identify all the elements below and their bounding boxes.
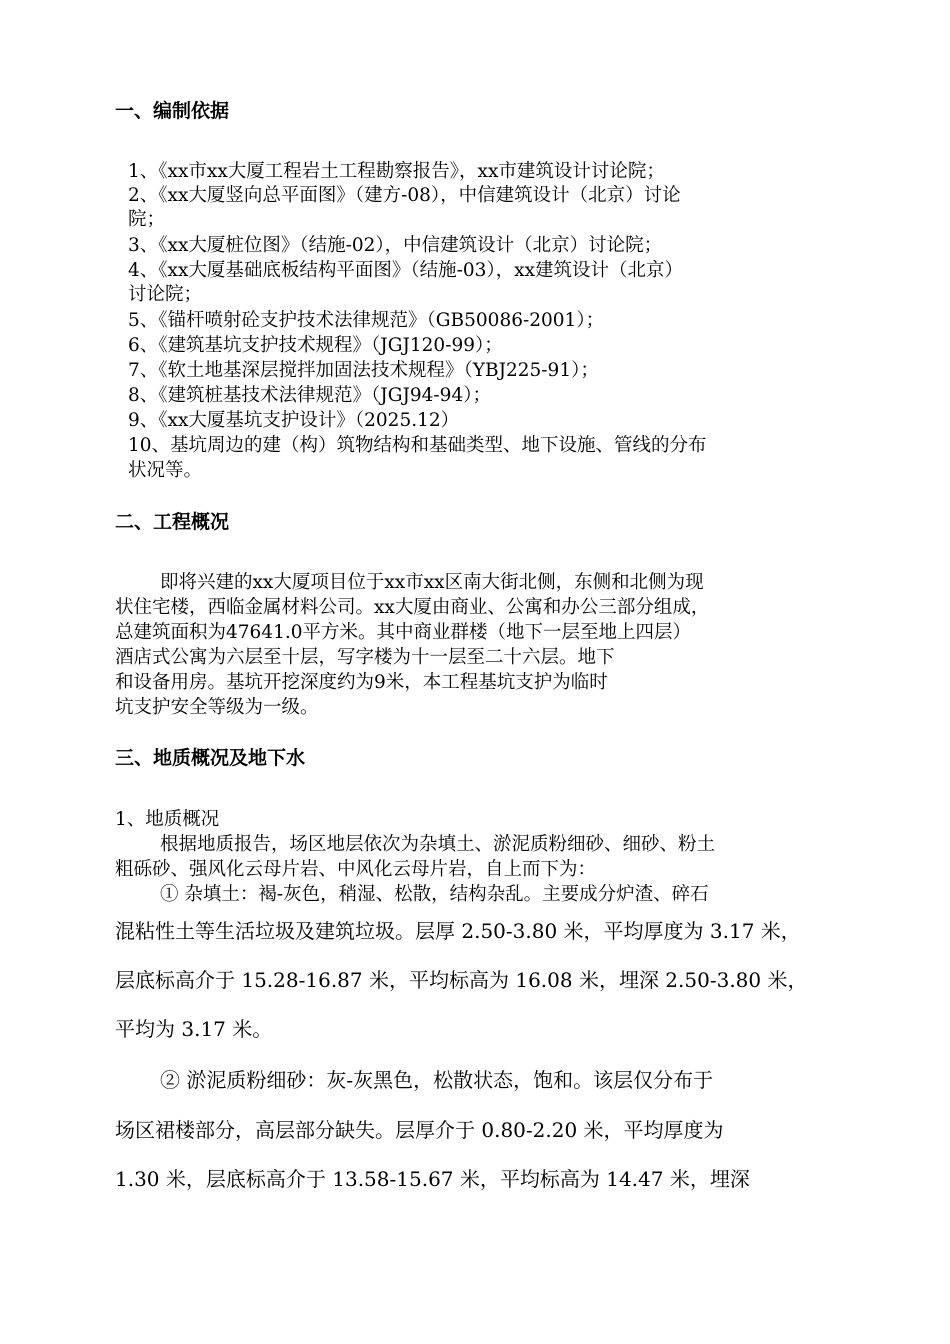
basis-item-4-cont: 讨论院；: [128, 284, 203, 305]
basis-item-8: 8、《建筑桩基技术法律规范》（JGJ94-94）；: [128, 385, 491, 406]
basis-item-2-cont: 院；: [128, 209, 166, 230]
geology-intro-line-1: 根据地质报告，场区地层依次为杂填土、淤泥质粉细砂、细砂、粉土: [160, 834, 716, 855]
overlay-mask: [718, 631, 858, 721]
overview-line-3: 总建筑面积为47641.0平方米。其中商业群楼（地下一层至地上四层）: [115, 622, 692, 643]
layer-1-line-2: 混粘性土等生活垃圾及建筑垃圾。层厚 2.50-3.80 米，平均厚度为 3.17 米，: [115, 919, 801, 943]
overview-line-4: 酒店式公寓为六层至十层，写字楼为十一层至二十六层。地下: [115, 647, 615, 668]
basis-item-5: 5、《锚杆喷射砼支护技术法律规范》（GB50086-2001）；: [128, 310, 605, 331]
layer-2-line-1: ② 淤泥质粉细砂：灰-灰黑色，松散状态，饱和。该层仅分布于: [160, 1068, 714, 1092]
overview-line-1: 即将兴建的xx大厦项目位于xx市xx区南大街北侧，东侧和北侧为现: [160, 572, 704, 593]
basis-item-10-cont: 状况等。: [128, 460, 203, 481]
layer-2-line-3: 1.30 米，层底标高介于 13.58-15.67 米，平均标高为 14.47 米，埋深: [115, 1167, 750, 1191]
basis-item-7: 7、《软土地基深层搅拌加固法技术规程》（YBJ225-91）；: [128, 360, 599, 381]
geology-subheading: 1、地质概况: [115, 809, 220, 830]
overview-line-2: 状住宅楼，西临金属材料公司。xx大厦由商业、公寓和办公三部分组成，: [115, 597, 710, 618]
basis-item-6: 6、《建筑基坑支护技术规程》（JGJ120-99）；: [128, 335, 503, 356]
section-heading-overview: 二、工程概况: [115, 511, 230, 533]
layer-2-line-2: 场区裙楼部分，高层部分缺失。层厚介于 0.80-2.20 米，平均厚度为: [115, 1118, 724, 1142]
basis-item-3: 3、《xx大厦桩位图》（结施-02），中信建筑设计（北京）讨论院；: [128, 235, 663, 256]
basis-item-10: 10、基坑周边的建（构）筑物结构和基础类型、地下设施、管线的分布: [128, 435, 707, 456]
overview-line-5: 和设备用房。基坑开挖深度约为9米，本工程基坑支护为临时: [115, 672, 608, 693]
section-heading-geology: 三、地质概况及地下水: [115, 747, 306, 769]
section-heading-basis: 一、编制依据: [115, 100, 230, 122]
overview-line-6: 坑支护安全等级为一级。: [115, 697, 319, 718]
geology-intro-line-2: 粗砾砂、强风化云母片岩、中风化云母片岩，自上而下为：: [115, 859, 597, 880]
basis-item-2: 2、《xx大厦竖向总平面图》（建方-08），中信建筑设计（北京）讨论: [128, 185, 681, 206]
layer-1-line-3: 层底标高介于 15.28-16.87 米，平均标高为 16.08 米，埋深 2.50-3.80 米，: [115, 968, 808, 992]
basis-item-9: 9、《xx大厦基坑支护设计》（2025.12）: [128, 410, 460, 431]
layer-1-line-4: 平均为 3.17 米。: [115, 1017, 273, 1041]
basis-item-4: 4、《xx大厦基础底板结构平面图》（结施-03），xx建筑设计（北京）: [128, 260, 684, 281]
basis-item-1: 1、《xx市xx大厦工程岩土工程勘察报告》，xx市建筑设计讨论院；: [128, 161, 665, 182]
layer-1-line-1: ① 杂填土：褐-灰色，稍湿、松散，结构杂乱。主要成分炉渣、碎石: [160, 884, 709, 905]
